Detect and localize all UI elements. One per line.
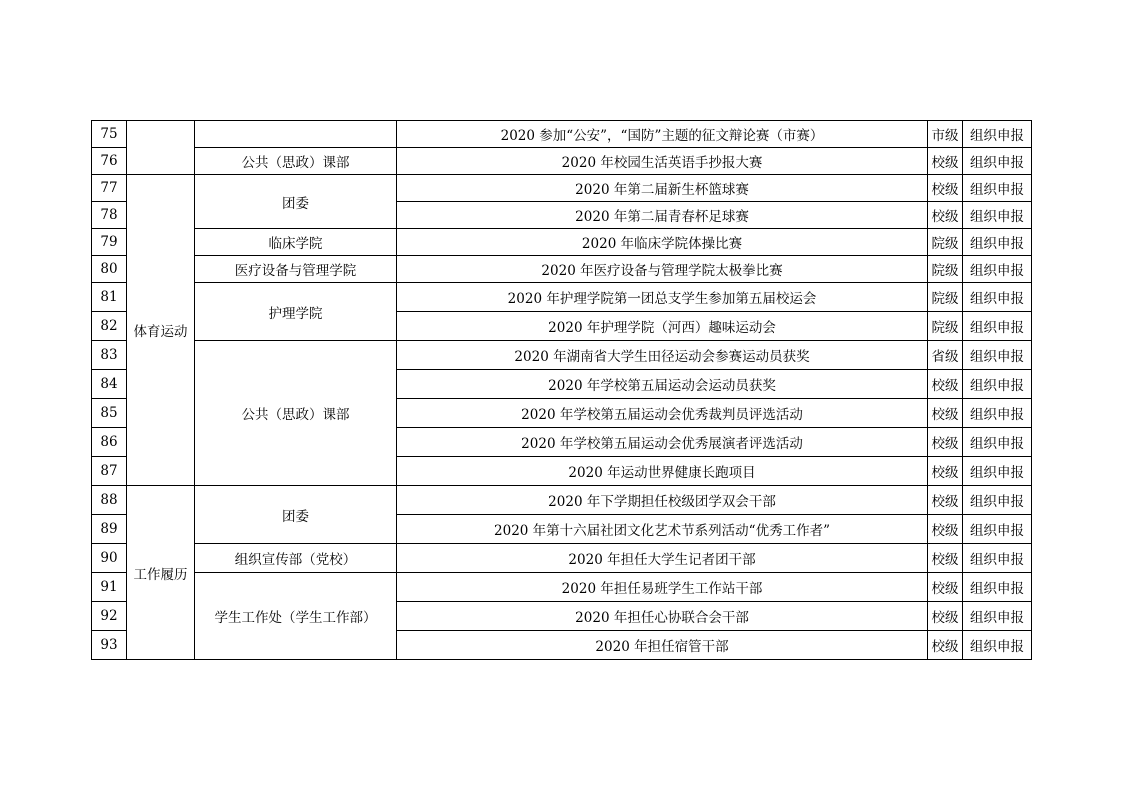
activity-name: 2020 年下学期担任校级团学双会干部 — [397, 486, 928, 515]
table-row — [92, 341, 1032, 370]
department-cell: 临床学院 — [195, 229, 397, 256]
row-number: 88 — [92, 486, 127, 515]
level-cell: 院级 — [928, 256, 963, 283]
method-cell: 组织申报 — [963, 148, 1032, 175]
row-number: 82 — [92, 312, 127, 341]
level-cell: 校级 — [928, 428, 963, 457]
row-number: 85 — [92, 399, 127, 428]
activity-name: 2020 年运动世界健康长跑项目 — [397, 457, 928, 486]
category-cell — [127, 121, 195, 175]
method-cell: 组织申报 — [963, 175, 1032, 202]
level-cell: 校级 — [928, 175, 963, 202]
activity-name: 2020 年临床学院体操比赛 — [397, 229, 928, 256]
row-number: 80 — [92, 256, 127, 283]
level-cell: 校级 — [928, 602, 963, 631]
table-row — [92, 486, 1032, 515]
activity-name: 2020 年担任心协联合会干部 — [397, 602, 928, 631]
row-number: 87 — [92, 457, 127, 486]
department-cell: 公共（思政）课部 — [195, 148, 397, 175]
level-cell: 校级 — [928, 399, 963, 428]
method-cell: 组织申报 — [963, 283, 1032, 312]
table-row — [92, 121, 1032, 148]
category-cell: 体育运动 — [127, 175, 195, 486]
level-cell: 院级 — [928, 312, 963, 341]
level-cell: 校级 — [928, 370, 963, 399]
row-number: 90 — [92, 544, 127, 573]
method-cell: 组织申报 — [963, 573, 1032, 602]
activity-name: 2020 年担任易班学生工作站干部 — [397, 573, 928, 602]
activity-name: 2020 年担任大学生记者团干部 — [397, 544, 928, 573]
table-row — [92, 283, 1032, 312]
level-cell: 校级 — [928, 202, 963, 229]
row-number: 77 — [92, 175, 127, 202]
activity-name: 2020 年湖南省大学生田径运动会参赛运动员获奖 — [397, 341, 928, 370]
row-number: 76 — [92, 148, 127, 175]
level-cell: 院级 — [928, 229, 963, 256]
method-cell: 组织申报 — [963, 428, 1032, 457]
level-cell: 校级 — [928, 544, 963, 573]
department-cell — [195, 121, 397, 148]
table-row — [92, 229, 1032, 256]
row-number: 91 — [92, 573, 127, 602]
method-cell: 组织申报 — [963, 602, 1032, 631]
activity-name: 2020 年护理学院（河西）趣味运动会 — [397, 312, 928, 341]
row-number: 84 — [92, 370, 127, 399]
department-cell: 医疗设备与管理学院 — [195, 256, 397, 283]
level-cell: 院级 — [928, 283, 963, 312]
activity-name: 2020 年第十六届社团文化艺术节系列活动“优秀工作者” — [397, 515, 928, 544]
activity-name: 2020 年校园生活英语手抄报大赛 — [397, 148, 928, 175]
method-cell: 组织申报 — [963, 256, 1032, 283]
row-number: 78 — [92, 202, 127, 229]
level-cell: 校级 — [928, 515, 963, 544]
method-cell: 组织申报 — [963, 312, 1032, 341]
method-cell: 组织申报 — [963, 370, 1032, 399]
row-number: 83 — [92, 341, 127, 370]
activity-name: 2020 年第二届青春杯足球赛 — [397, 202, 928, 229]
level-cell: 校级 — [928, 631, 963, 660]
activity-name: 2020 年学校第五届运动会优秀裁判员评选活动 — [397, 399, 928, 428]
activity-name: 2020 年学校第五届运动会运动员获奖 — [397, 370, 928, 399]
row-number: 75 — [92, 121, 127, 148]
activity-name: 2020 参加“公安”，“国防”主题的征文辩论赛（市赛） — [397, 121, 928, 148]
activity-name: 2020 年医疗设备与管理学院太极拳比赛 — [397, 256, 928, 283]
row-number: 81 — [92, 283, 127, 312]
row-number: 92 — [92, 602, 127, 631]
level-cell: 市级 — [928, 121, 963, 148]
activity-name: 2020 年学校第五届运动会优秀展演者评选活动 — [397, 428, 928, 457]
department-cell: 学生工作处（学生工作部） — [195, 573, 397, 660]
method-cell: 组织申报 — [963, 515, 1032, 544]
activity-name: 2020 年第二届新生杯篮球赛 — [397, 175, 928, 202]
department-cell: 团委 — [195, 486, 397, 544]
method-cell: 组织申报 — [963, 399, 1032, 428]
department-cell: 团委 — [195, 175, 397, 229]
method-cell: 组织申报 — [963, 121, 1032, 148]
level-cell: 校级 — [928, 486, 963, 515]
table-row — [92, 175, 1032, 202]
method-cell: 组织申报 — [963, 229, 1032, 256]
table-row — [92, 544, 1032, 573]
department-cell: 护理学院 — [195, 283, 397, 341]
level-cell: 省级 — [928, 341, 963, 370]
department-cell: 公共（思政）课部 — [195, 341, 397, 486]
row-number: 89 — [92, 515, 127, 544]
activity-name: 2020 年担任宿管干部 — [397, 631, 928, 660]
method-cell: 组织申报 — [963, 457, 1032, 486]
method-cell: 组织申报 — [963, 544, 1032, 573]
table-row — [92, 573, 1032, 602]
row-number: 79 — [92, 229, 127, 256]
activity-table — [91, 120, 1032, 660]
row-number: 93 — [92, 631, 127, 660]
level-cell: 校级 — [928, 573, 963, 602]
method-cell: 组织申报 — [963, 631, 1032, 660]
level-cell: 校级 — [928, 148, 963, 175]
activity-name: 2020 年护理学院第一团总支学生参加第五届校运会 — [397, 283, 928, 312]
method-cell: 组织申报 — [963, 202, 1032, 229]
table-row — [92, 148, 1032, 175]
row-number: 86 — [92, 428, 127, 457]
table-row — [92, 256, 1032, 283]
category-cell: 工作履历 — [127, 486, 195, 660]
department-cell: 组织宣传部（党校） — [195, 544, 397, 573]
level-cell: 校级 — [928, 457, 963, 486]
method-cell: 组织申报 — [963, 486, 1032, 515]
method-cell: 组织申报 — [963, 341, 1032, 370]
